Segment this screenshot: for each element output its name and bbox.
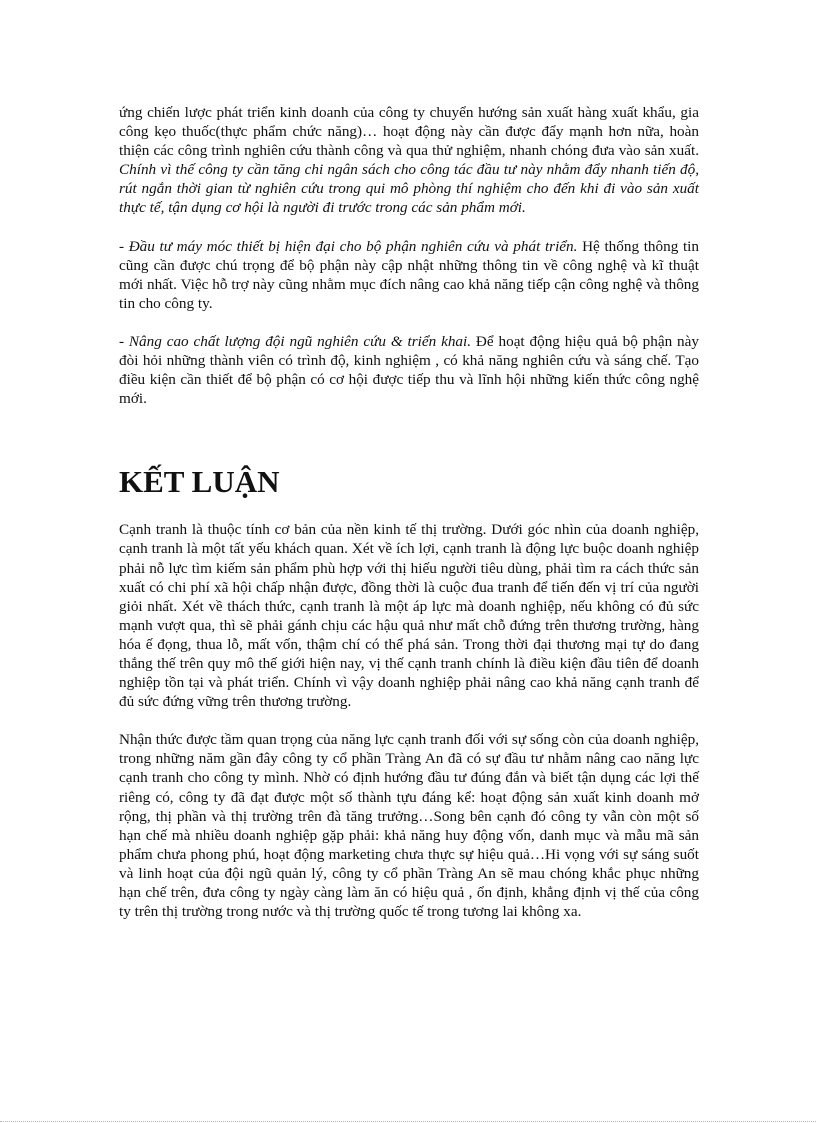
paragraph-research-team: [119, 332, 699, 408]
paragraph-equipment: [119, 237, 699, 313]
page-bottom-divider: [0, 1121, 816, 1122]
paragraph-conclusion-company: Nhận thức được tầm quan trọng của năng lực cạnh tranh đối với sự sống còn của doanh nghiệp, trong những năm gần đây công ty cổ phần Tràng An đã có sự đầu tư nhằm nâng cao năng lực cạnh tranh cho công ty mình. Nhờ có định hướng đầu tư đúng đắn và biết tận dụng các lợi thế riêng có, công ty đã đạt được một số thành tựu đáng kể: hoạt động sản xuất kinh doanh mở rộng, thị phần và thị trường trên đà tăng trưởng…Song bên cạnh đó công ty vẫn còn một số hạn chế mà nhiều doanh nghiệp gặp phải: khả năng huy động vốn, danh mục và mẫu mã sản phẩm chưa phong phú, hoạt động marketing chưa thực sự hiệu quả…Hi vọng với sự sáng suốt và linh hoạt của đội ngũ quản lý, công ty cổ phần Tràng An sẽ mau chóng khắc phục những hạn chế trên, đưa công ty ngày càng làm ăn có hiệu quả , ổn định, khẳng định vị thế của công ty trên thị trường trong nước và thị trường quốc tế trong tương lai không xa.: [119, 731, 699, 921]
paragraph-text: Để hoạt động hiệu quả bộ phận này đòi hỏi những thành viên có trình độ, kinh nghiệm , có khả năng nghiên cứu và sáng chế. Tạo điều kiện cần thiết để bộ phận có cơ hội được tiếp thu và lĩnh hội những kiến thức công nghệ mới.: [119, 332, 699, 408]
document-body: [119, 103, 699, 940]
paragraph-text: Hệ thống thông tin cũng cần được chú trọng để bộ phận này cập nhật những thông tin về công nghệ và kĩ thuật mới nhất. Việc hỗ trợ này cũng nhằm mục đích nâng cao khả năng tiếp cận công nghệ và thông tin cho công ty.: [119, 237, 699, 312]
paragraph-rd-investment: [119, 103, 699, 218]
paragraph-emphasis: Chính vì thế công ty cần tăng chi ngân sách cho công tác đầu tư này nhằm đẩy nhanh tiến độ, rút ngắn thời gian từ nghiên cứu trong qui mô phòng thí nghiệm cho đến khi đi vào sản xuất thực tế, tận dụng cơ hội là người đi trước trong các sản phẩm mới.: [119, 161, 699, 217]
paragraph-conclusion-competition: Cạnh tranh là thuộc tính cơ bản của nền kinh tế thị trường. Dưới góc nhìn của doanh nghiệp, cạnh tranh là một tất yếu khách quan. Xét về ích lợi, cạnh tranh là động lực buộc doanh nghiệp phải nỗ lực tìm kiếm sản phẩm phù hợp với thị hiếu người tiêu dùng, phải tìm ra cách thức sản xuất có chi phí xã hội chấp nhận được, đồng thời là cuộc đua tranh để tiến đến vị trí của người giỏi nhất. Xét về thách thức, cạnh tranh là một áp lực mà doanh nghiệp, nếu không có đủ sức mạnh vượt qua, thì sẽ phải gánh chịu các hậu quả như mất chỗ đứng trên thương trường, hàng hóa ế đọng, thua lỗ, mất vốn, thậm chí có thể phá sản. Trong thời đại thương mại tự do đang thắng thế trên quy mô thế giới hiện nay, vị thế cạnh tranh chính là điều kiện đầu tiên để doanh nghiệp tồn tại và phát triển. Chính vì vậy doanh nghiệp phải nâng cao khả năng cạnh tranh để đủ sức đứng vững trên thương trường.: [119, 521, 699, 711]
conclusion-heading: KẾT LUẬN: [119, 464, 280, 500]
paragraph-text: ứng chiến lược phát triển kinh doanh của công ty chuyển hướng sản xuất hàng xuất khẩu, gia công kẹo thuốc(thực phẩm chức năng)… hoạt động này cần được đẩy mạnh hơn nữa, hoàn thiện các công trình nghiên cứu thành công và qua thử nghiệm, nhanh chóng đưa vào sản xuất.: [119, 104, 699, 160]
paragraph-emphasis: - Đầu tư máy móc thiết bị hiện đại cho bộ phận nghiên cứu và phát triển.: [119, 237, 578, 255]
paragraph-emphasis: - Nâng cao chất lượng đội ngũ nghiên cứu & triển khai.: [119, 332, 472, 350]
